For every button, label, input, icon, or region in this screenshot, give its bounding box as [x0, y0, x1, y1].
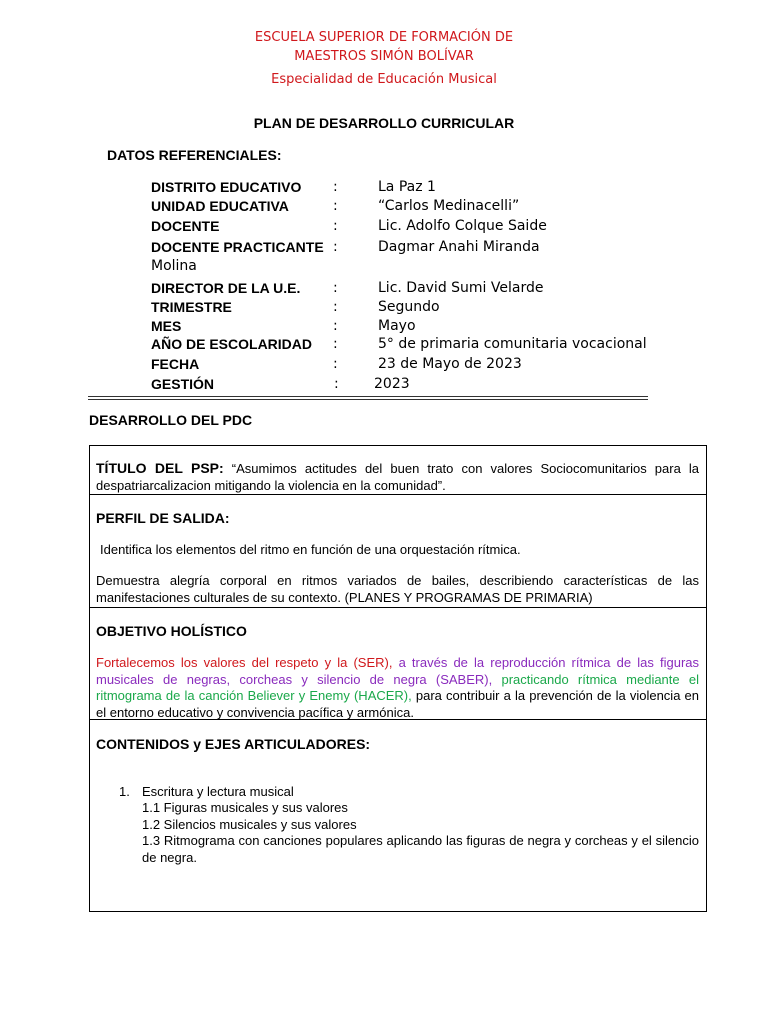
- contenidos-title: CONTENIDOS y EJES ARTICULADORES:: [96, 736, 371, 752]
- datos-separator: :: [333, 336, 338, 352]
- list-subitem: 1.1 Figuras musicales y sus valores: [142, 800, 348, 815]
- datos-separator: :: [333, 280, 338, 296]
- datos-separator: :: [333, 239, 338, 255]
- datos-separator: :: [333, 218, 338, 234]
- list-item-number: 1.: [119, 784, 130, 799]
- datos-label: GESTIÓN: [151, 376, 215, 392]
- datos-row-trimestre: [151, 299, 661, 319]
- datos-value: 23 de Mayo de 2023: [378, 356, 522, 372]
- datos-label: DOCENTE PRACTICANTE: [151, 239, 324, 255]
- datos-label: AÑO DE ESCOLARIDAD: [151, 336, 313, 352]
- datos-row-fecha: [151, 356, 661, 376]
- psp-text: “Asumimos actitudes del buen trato con valores Sociocomunitarios para la despatriarcalizacion mitigando la violencia en la comunidad”.: [96, 461, 699, 493]
- list-subitem: 1.3 Ritmograma con canciones populares aplicando las figuras de negra y corcheas y el silencio de negra.: [142, 833, 699, 865]
- datos-separator: :: [333, 318, 338, 334]
- datos-row-ano-escolaridad: [151, 336, 661, 356]
- document-title: PLAN DE DESARROLLO CURRICULAR: [253, 115, 515, 131]
- perfil-text-2: Demuestra alegría corporal en ritmos variados de bailes, describiendo características de las manifestaciones culturales de su contexto. (PLANES Y PROGRAMAS DE PRIMARIA): [96, 573, 699, 605]
- datos-label: TRIMESTRE: [151, 299, 232, 315]
- objetivo-text: [96, 655, 699, 721]
- psp-label: TÍTULO DEL PSP:: [96, 460, 224, 476]
- datos-row-docente-practicante: [151, 239, 661, 259]
- desarrollo-title: DESARROLLO DEL PDC: [89, 412, 253, 428]
- datos-row-gestion: [151, 376, 661, 396]
- datos-value: La Paz 1: [378, 179, 436, 195]
- objetivo-hacer: practicando rítmica mediante el ritmograma de la canción Believer y Enemy (HACER),: [96, 671, 699, 703]
- objetivo-saber: a través de la reproducción rítmica de las figuras musicales de negras, corcheas y silencio de negra (SABER),: [96, 655, 700, 687]
- datos-value: Segundo: [378, 299, 440, 315]
- school-name-line1: ESCUELA SUPERIOR DE FORMACIÓN DE: [254, 30, 514, 45]
- list-subitem: 1.2 Silencios musicales y sus valores: [142, 817, 357, 832]
- datos-value-continuation: Molina: [151, 258, 197, 274]
- datos-label: DISTRITO EDUCATIVO: [151, 179, 302, 195]
- school-name: [0, 28, 768, 66]
- datos-row-docente-practicante-cont: [151, 258, 661, 278]
- objetivo-title: OBJETIVO HOLÍSTICO: [96, 623, 247, 639]
- datos-value: 5° de primaria comunitaria vocacional: [378, 336, 647, 352]
- school-name-line2: MAESTROS SIMÓN BOLÍVAR: [294, 49, 474, 64]
- datos-separator: :: [333, 299, 338, 315]
- datos-referenciales-title: DATOS REFERENCIALES:: [107, 147, 282, 163]
- datos-row-mes: [151, 318, 661, 338]
- datos-row-docente: [151, 218, 661, 238]
- datos-value: Dagmar Anahi Miranda: [378, 239, 540, 255]
- datos-separator: :: [333, 198, 338, 214]
- datos-label: UNIDAD EDUCATIVA: [151, 198, 289, 214]
- datos-value: Lic. Adolfo Colque Saide: [378, 218, 547, 234]
- datos-value: 2023: [374, 376, 410, 392]
- divider: [88, 399, 648, 400]
- datos-label: MES: [151, 318, 182, 334]
- psp-section: [96, 460, 699, 494]
- datos-label: DIRECTOR DE LA U.E.: [151, 280, 301, 296]
- perfil-title: PERFIL DE SALIDA:: [96, 510, 230, 526]
- perfil-text-1: Identifica los elementos del ritmo en función de una orquestación rítmica.: [100, 542, 521, 557]
- datos-separator: :: [334, 376, 339, 392]
- datos-separator: :: [333, 179, 338, 195]
- datos-row-unidad: [151, 198, 661, 218]
- objetivo-ser: Fortalecemos los valores del respeto y la (SER),: [96, 655, 393, 670]
- datos-label: DOCENTE: [151, 218, 220, 234]
- datos-label: FECHA: [151, 356, 200, 372]
- datos-row-distrito: [151, 179, 661, 199]
- datos-value: Lic. David Sumi Velarde: [378, 280, 544, 296]
- divider: [88, 396, 648, 397]
- datos-value: Mayo: [378, 318, 416, 334]
- datos-separator: :: [333, 356, 338, 372]
- specialty: Especialidad de Educación Musical: [271, 72, 497, 87]
- datos-row-director: [151, 280, 661, 300]
- objetivo-decidir: para contribuir a la prevención de la violencia en el entorno educativo y convivencia pacífica y armónica.: [96, 688, 700, 720]
- list-item: Escritura y lectura musical: [142, 784, 294, 799]
- datos-value: “Carlos Medinacelli”: [378, 198, 520, 214]
